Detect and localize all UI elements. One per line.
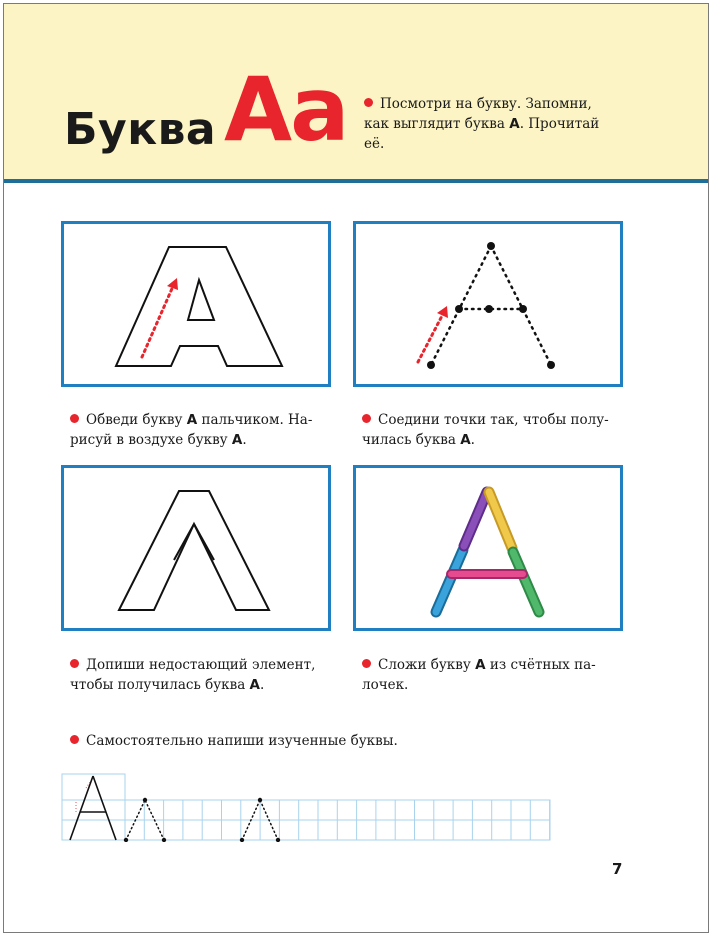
incomplete-letter-illustration xyxy=(64,468,328,628)
instruction-counting-sticks: Сложи букву А из счётных па- лочек. xyxy=(362,657,596,693)
instruction-write-letters: Самостоятельно напиши изученные буквы. xyxy=(70,731,570,751)
bullet-icon xyxy=(70,735,79,744)
bullet-icon xyxy=(70,659,79,668)
bullet-icon xyxy=(70,414,79,423)
dotted-letter-illustration xyxy=(356,224,620,384)
panel-trace-letter xyxy=(61,221,331,387)
panel-counting-sticks xyxy=(353,465,623,631)
page-number: 7 xyxy=(612,860,623,878)
instruction-connect-dots: Соедини точки так, чтобы полу- чилась буква А. xyxy=(362,412,609,448)
instruction-missing-element: Допиши недостающий элемент, чтобы получилась буква А. xyxy=(70,657,316,693)
practice-grid-svg xyxy=(60,772,552,842)
title-letters: Аа xyxy=(224,58,348,161)
panel-missing-element xyxy=(61,465,331,631)
header-rule xyxy=(4,179,708,183)
bullet-icon xyxy=(362,414,371,423)
intro-instruction: Посмотри на букву. Запомни, как выглядит буква А. Прочитай её. xyxy=(364,96,600,152)
panel-connect-dots xyxy=(353,221,623,387)
instruction-trace: Обведи букву А пальчиком. На- рисуй в воздухе букву А. xyxy=(70,412,313,448)
bullet-icon xyxy=(364,98,373,107)
bullet-icon xyxy=(362,659,371,668)
page-title: Буква xyxy=(64,104,217,155)
letter-outline-illustration xyxy=(64,224,328,384)
counting-sticks-illustration xyxy=(356,468,620,628)
writing-practice-grid[interactable] xyxy=(60,772,552,846)
